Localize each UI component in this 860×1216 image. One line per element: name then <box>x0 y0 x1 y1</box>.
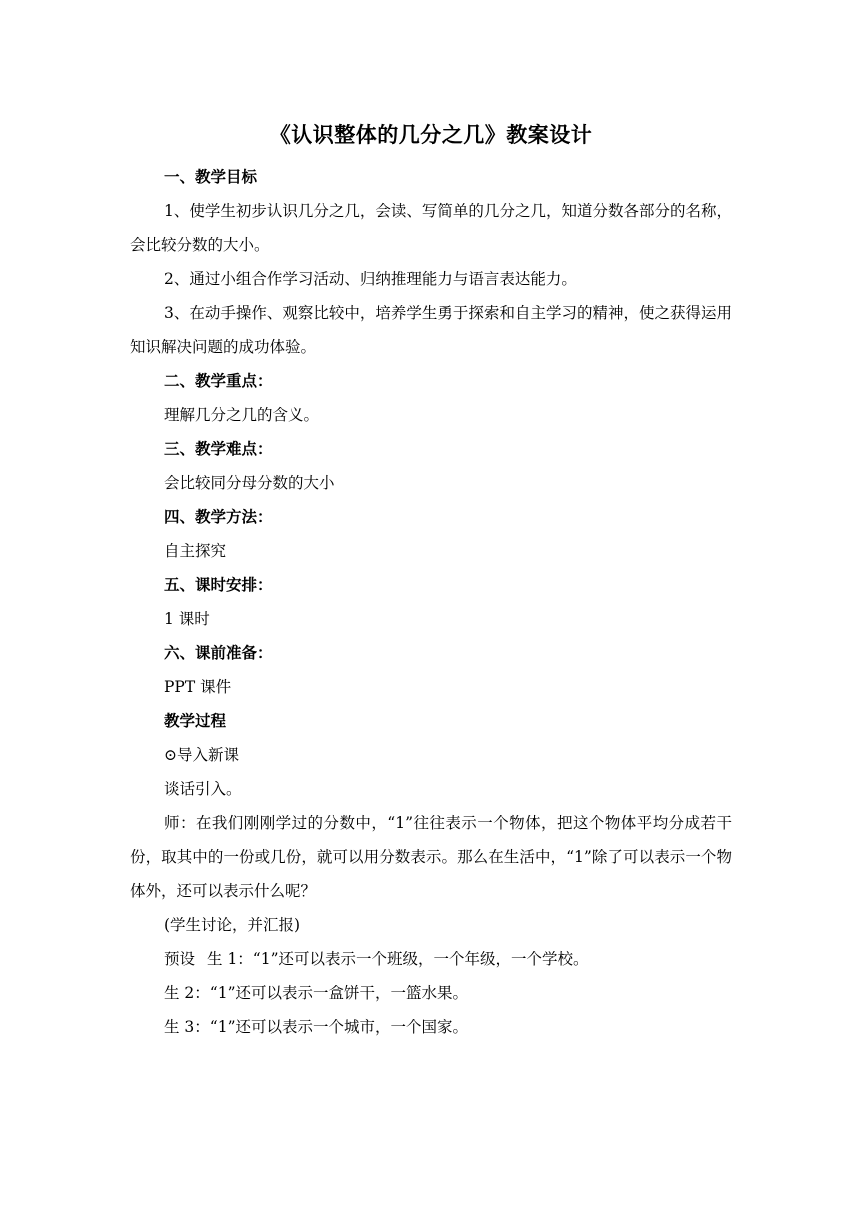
intro-heading: ⊙导入新课 <box>164 746 239 764</box>
section-heading-schedule: 五、课时安排： <box>164 575 273 594</box>
key-points-text: 理解几分之几的含义。 <box>164 406 320 424</box>
student-1-answer: 生 1：“1”还可以表示一个班级，一个年级，一个学校。 <box>207 950 589 968</box>
schedule-text: 1 课时 <box>164 610 210 628</box>
discussion-note: (学生讨论，并汇报) <box>164 916 301 934</box>
document-content <box>130 118 732 1044</box>
goal-item-3: 3、在动手操作、观察比较中，培养学生勇于探索和自主学习的精神，使之获得运用知识解决问题的成功体验。 <box>130 304 732 356</box>
section-heading-goals: 一、教学目标 <box>164 167 258 186</box>
section-heading-key-points: 二、教学重点： <box>164 371 273 390</box>
difficulties-text: 会比较同分母分数的大小 <box>164 474 335 492</box>
preset-label: 预设 <box>164 950 196 968</box>
intro-text: 谈话引入。 <box>164 780 242 798</box>
teacher-dialogue: 师：在我们刚刚学过的分数中，“1”往往表示一个物体，把这个物体平均分成若干份，取其中的一份或几份，就可以用分数表示。那么在生活中，“1”除了可以表示一个物体外，还可以表示什么呢？ <box>130 814 732 900</box>
document-title: 《认识整体的几分之几》教案设计 <box>269 122 593 147</box>
student-3-answer: 生 3：“1”还可以表示一个城市，一个国家。 <box>164 1018 468 1036</box>
goal-item-2: 2、通过小组合作学习活动、归纳推理能力与语言表达能力。 <box>164 270 577 288</box>
preparation-text: PPT 课件 <box>164 678 232 696</box>
section-heading-preparation: 六、课前准备： <box>164 643 273 662</box>
section-heading-difficulties: 三、教学难点： <box>164 439 273 458</box>
preset-student-1 <box>130 942 732 976</box>
student-2-answer: 生 2：“1”还可以表示一盒饼干，一篮水果。 <box>164 984 468 1002</box>
methods-text: 自主探究 <box>164 542 227 560</box>
section-heading-methods: 四、教学方法： <box>164 507 273 526</box>
section-heading-process: 教学过程 <box>164 711 227 730</box>
goal-item-1: 1、使学生初步认识几分之几，会读、写简单的几分之几，知道分数各部分的名称，会比较分数的大小。 <box>130 202 732 254</box>
